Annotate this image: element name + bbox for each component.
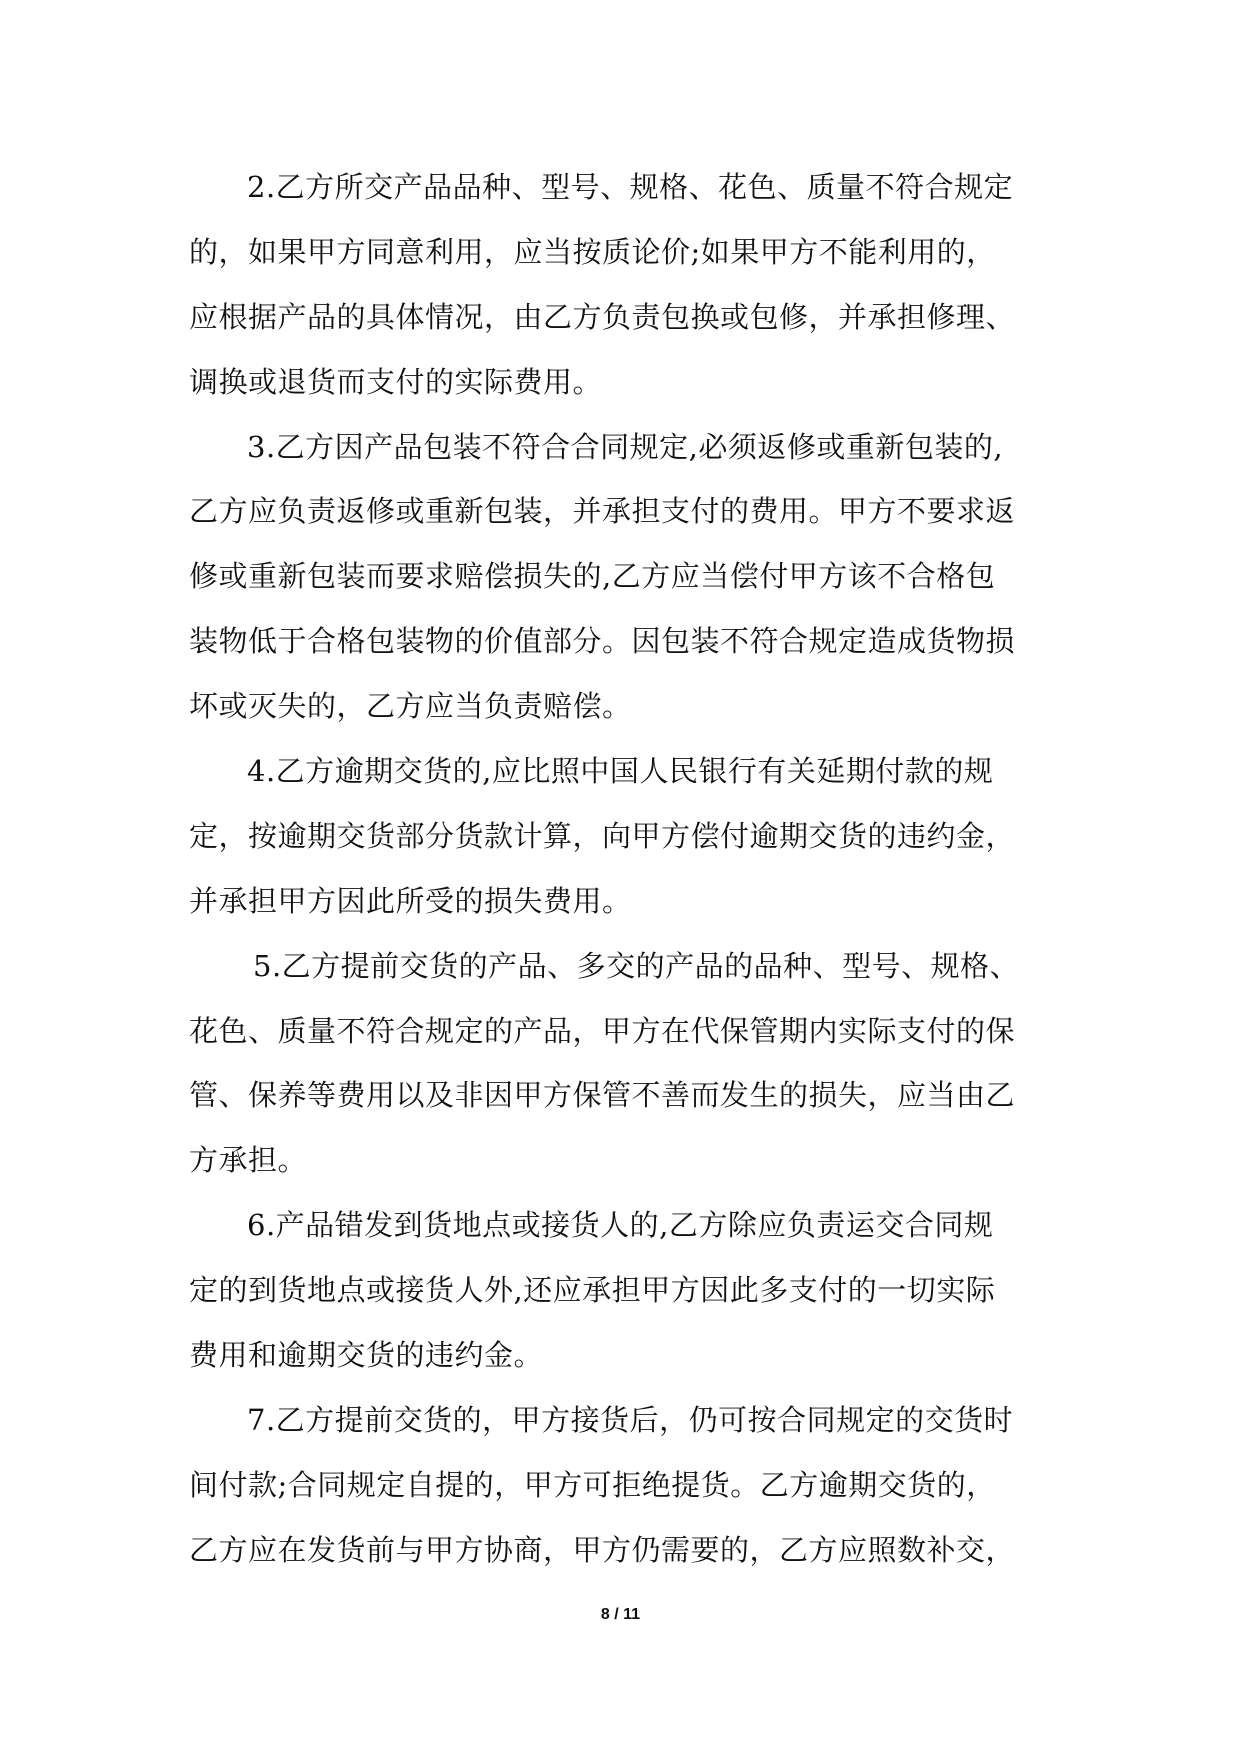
paragraph-line: 装物低于合格包装物的价值部分。因包装不符合规定造成货物损	[189, 624, 1016, 659]
paragraph-clause-7	[189, 1388, 1064, 1583]
paragraph-line: 修或重新包装而要求赔偿损失的,乙方应当偿付甲方该不合格包	[189, 559, 996, 594]
paragraph-line: 5.乙方提前交货的产品、多交的产品的品种、型号、规格、	[253, 948, 1020, 983]
paragraph-line: 调换或退货而支付的实际费用。	[189, 364, 603, 399]
paragraph-line: 方承担。	[189, 1143, 308, 1178]
paragraph-line: 并承担甲方因此所受的损失费用。	[189, 883, 632, 918]
paragraph-clause-3	[189, 415, 1064, 739]
paragraph-line: 间付款;合同规定自提的，甲方可拒绝提货。乙方逾期交货的，	[189, 1467, 996, 1502]
paragraph-clause-2	[189, 155, 1064, 415]
paragraph-line: 2.乙方所交产品品种、型号、规格、花色、质量不符合规定	[247, 170, 1014, 204]
document-body	[189, 155, 1064, 1583]
paragraph-line: 6.产品错发到货地点或接货人的,乙方除应负责运交合同规	[247, 1208, 994, 1243]
paragraph-line: 费用和逾期交货的违约金。	[189, 1338, 544, 1373]
paragraph-clause-4	[189, 739, 1064, 934]
paragraph-line: 管、保养等费用以及非因甲方保管不善而发生的损失，应当由乙	[189, 1078, 1016, 1113]
paragraph-line: 定，按逾期交货部分货款计算，向甲方偿付逾期交货的违约金，	[189, 818, 1016, 853]
paragraph-line: 乙方应负责返修或重新包装，并承担支付的费用。甲方不要求返	[189, 494, 1016, 529]
paragraph-line: 定的到货地点或接货人外,还应承担甲方因此多支付的一切实际	[189, 1273, 996, 1308]
paragraph-line: 7.乙方提前交货的，甲方接货后，仍可按合同规定的交货时	[247, 1402, 1014, 1437]
page-number: 8 / 11	[600, 1606, 641, 1623]
paragraph-line: 应根据产品的具体情况，由乙方负责包换或包修，并承担修理、	[189, 299, 1016, 334]
paragraph-clause-5	[189, 934, 1064, 1194]
paragraph-line: 4.乙方逾期交货的,应比照中国人民银行有关延期付款的规	[247, 754, 994, 789]
paragraph-line: 花色、质量不符合规定的产品，甲方在代保管期内实际支付的保	[189, 1013, 1016, 1048]
paragraph-line: 乙方应在发货前与甲方协商，甲方仍需要的，乙方应照数补交，	[189, 1532, 1016, 1567]
paragraph-line: 的，如果甲方同意利用，应当按质论价;如果甲方不能利用的，	[189, 234, 996, 269]
paragraph-clause-6	[189, 1193, 1064, 1388]
paragraph-line: 坏或灭失的，乙方应当负责赔偿。	[189, 689, 632, 724]
paragraph-line: 3.乙方因产品包装不符合合同规定,必须返修或重新包装的,	[247, 429, 1004, 464]
